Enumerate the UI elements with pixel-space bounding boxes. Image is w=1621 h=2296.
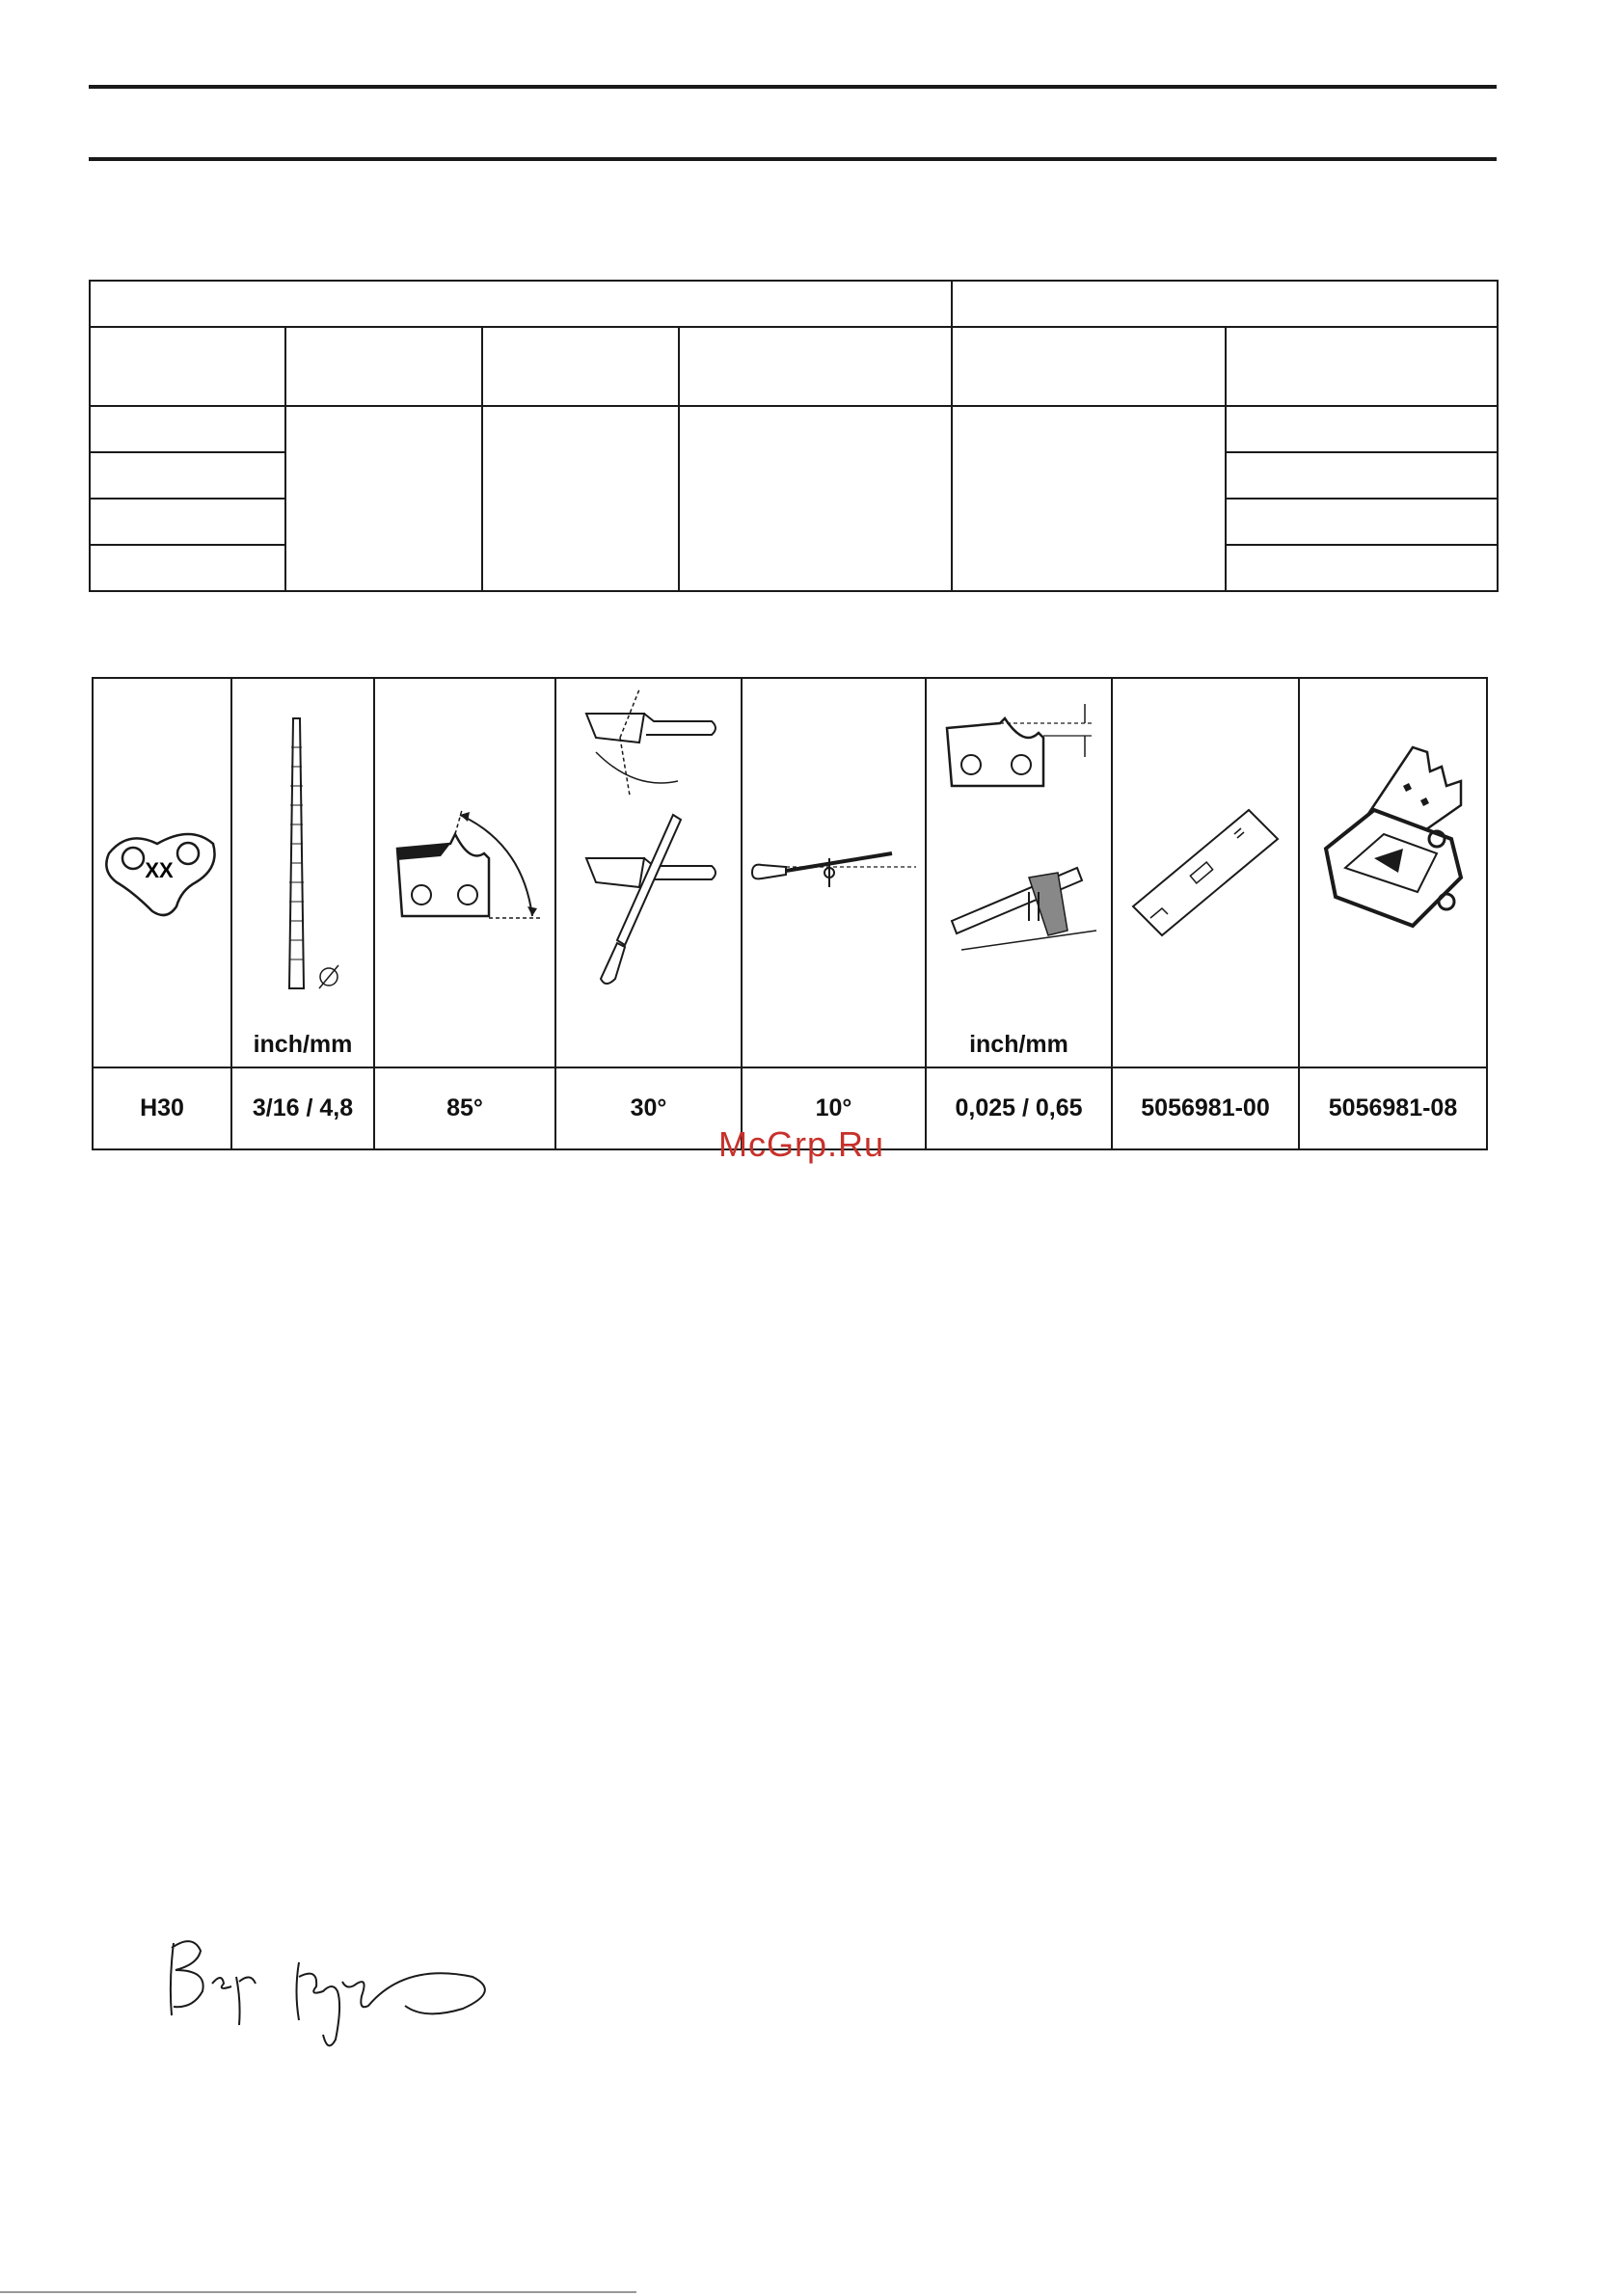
spec-cell [90,406,285,452]
file-holder-pictogram-cell [1299,678,1487,1067]
tilt-angle-icon [747,834,921,911]
depth-gauge-pictogram-cell [926,678,1112,1067]
gauge-tool-pictogram-cell [1112,678,1299,1067]
spec-cell [90,452,285,499]
spec-col-header [482,327,679,406]
spec-cell [1226,499,1498,545]
tilt-angle-value: 10° [742,1067,926,1149]
filing-angle-pictogram-cell [555,678,742,1067]
top-plate-angle-pictogram-cell [374,678,555,1067]
cutter-pictogram-cell [93,678,231,1067]
filing-angle-icon [577,685,721,1003]
round-file-icon [250,709,356,998]
sharpening-table [92,677,1488,1150]
spec-cell [1226,545,1498,591]
specification-table [89,280,1499,592]
tilt-angle-pictogram-cell [742,678,926,1067]
second-rule [89,157,1497,161]
spec-header-left [90,281,952,327]
spec-cell-merged [952,406,1226,591]
spec-cell-merged [679,406,952,591]
handwritten-signature [154,1924,511,2068]
cutter-label: XX [145,858,174,882]
spec-col-header [285,327,482,406]
filing-angle-value: 30° [555,1067,742,1149]
spec-cell [90,499,285,545]
spec-header-right [952,281,1498,327]
spec-col-header [679,327,952,406]
file-holder-icon [1307,733,1480,955]
file-diameter-pictogram-cell [231,678,374,1067]
spec-cell-merged [482,406,679,591]
file-diameter-value: 3/16 / 4,8 [231,1067,374,1149]
chain-value: H30 [93,1067,231,1149]
depth-gauge-tool-icon [1123,800,1287,945]
holder-part-number: 5056981-08 [1299,1067,1487,1149]
depth-gauge-unit: inch/mm [969,1031,1068,1058]
spec-cell [1226,406,1498,452]
gauge-part-number: 5056981-00 [1112,1067,1299,1149]
top-rule [89,85,1497,89]
watermark: McGrp.Ru [718,1124,885,1164]
top-plate-angle-icon [383,800,547,945]
spec-cell [90,545,285,591]
file-diameter-unit: inch/mm [253,1031,353,1058]
spec-cell-merged [285,406,482,591]
spec-col-header [90,327,285,406]
top-plate-angle-value: 85° [374,1067,555,1149]
spec-col-header [952,327,1226,406]
footer-line [0,2291,636,2293]
cutter-link-icon [99,815,225,931]
spec-cell [1226,452,1498,499]
depth-gauge-icon [932,699,1106,988]
spec-col-header [1226,327,1498,406]
depth-gauge-value: 0,025 / 0,65 [926,1067,1112,1149]
